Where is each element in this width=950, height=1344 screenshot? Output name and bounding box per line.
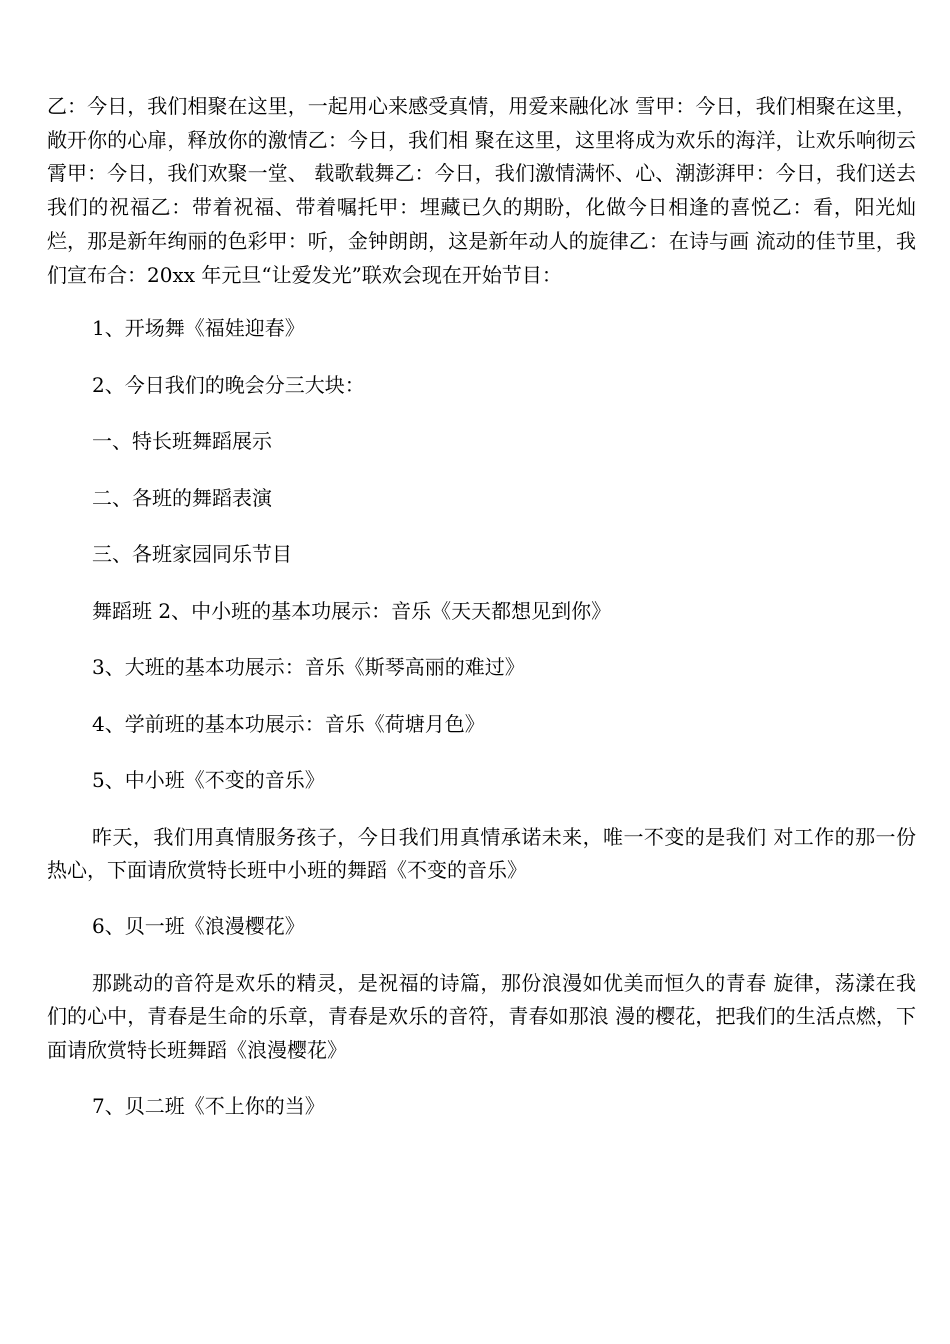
program-item-2: 2、今日我们的晚会分三大块： <box>92 372 365 397</box>
program-part-1: 一、特长班舞蹈展示 <box>92 429 272 454</box>
item-6-description: 那跳动的音符是欢乐的精灵，是祝福的诗篇，那份浪漫如优美而恒久的青春 旋律，荡漾在我们的心中，青春是生命的乐章，青春是欢乐的音符，青春如那浪 漫的樱花，把我们的生活点燃，下面请欣赏特长班舞蹈《浪漫樱花》 <box>47 970 916 1063</box>
program-item-5: 5、中小班《不变的音乐》 <box>92 768 325 793</box>
program-item-6: 6、贝一班《浪漫樱花》 <box>92 914 305 939</box>
program-part-3: 三、各班家园同乐节目 <box>92 542 292 567</box>
program-item-3: 3、大班的基本功展示：音乐《斯琴高丽的难过》 <box>92 655 525 680</box>
dance-class-item-2: 舞蹈班 2、中小班的基本功展示：音乐《天天都想见到你》 <box>92 598 612 623</box>
program-item-1: 1、开场舞《福娃迎春》 <box>92 316 305 341</box>
program-item-4: 4、学前班的基本功展示：音乐《荷塘月色》 <box>92 711 485 736</box>
item-5-description: 昨天，我们用真情服务孩子，今日我们用真情承诺未来，唯一不变的是我们 对工作的那一份热心，下面请欣赏特长班中小班的舞蹈《不变的音乐》 <box>47 824 916 883</box>
program-item-7: 7、贝二班《不上你的当》 <box>92 1093 325 1118</box>
program-part-2: 二、各班的舞蹈表演 <box>92 485 272 510</box>
intro-paragraph: 乙：今日，我们相聚在这里，一起用心来感受真情，用爱来融化冰 雪甲：今日，我们相聚在这里，敞开你的心扉，释放你的激情乙：今日，我们相 聚在这里，这里将成为欢乐的海洋，让欢乐响彻云霄甲：今日，我们欢聚一堂、 载歌载舞乙：今日，我们激情满怀、心、潮澎湃甲：今日，我们送去我们的祝福乙：带着祝福、带着嘱托甲：埋藏已久的期盼，化做今日相逢的喜悦乙：看，阳光灿 烂，那是新年绚丽的色彩甲：听，金钟朗朗，这是新年动人的旋律乙：在诗与画 流动的佳节里，我们宣布合：20xx 年元旦“让爱发光”联欢会现在开始节目： <box>47 94 916 287</box>
